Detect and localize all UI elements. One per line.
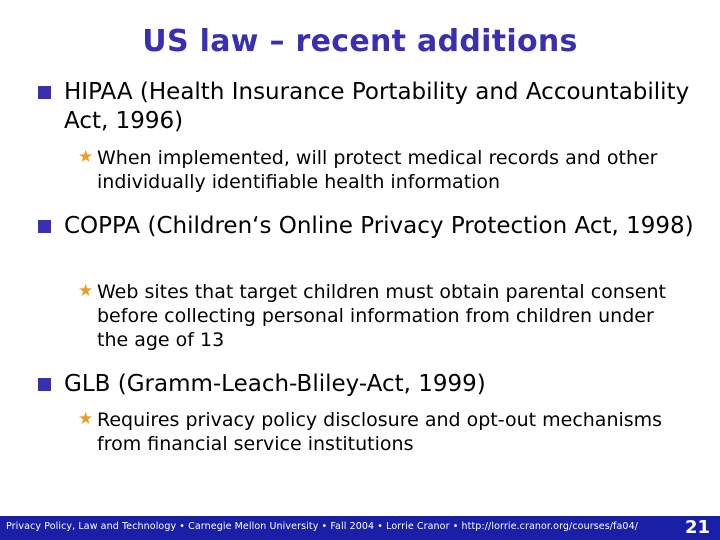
bullet-glb [38, 370, 698, 399]
page-number: 21 [684, 517, 710, 538]
subbullet-glb [78, 408, 688, 456]
subbullet-text: Web sites that target children must obtain parental consent before collecting personal information from children under the age of 13 [97, 281, 666, 351]
subbullet-text: Requires privacy policy disclosure and opt-out mechanisms from financial service institutions [97, 409, 663, 455]
footer-bar [0, 516, 720, 540]
star-bullet-icon: ★ [78, 409, 94, 429]
bullet-text: COPPA (Children‘s Online Privacy Protection Act, 1998) [64, 213, 694, 239]
square-bullet-icon [38, 220, 51, 233]
subbullet-text: When implemented, will protect medical records and other individually identifiable health information [97, 147, 658, 193]
bullet-text: HIPAA (Health Insurance Portability and Accountability Act, 1996) [64, 79, 690, 134]
bullet-text: GLB (Gramm-Leach-Bliley-Act, 1999) [64, 371, 486, 397]
square-bullet-icon [38, 86, 51, 99]
subbullet-hipaa [78, 146, 688, 194]
slide-title: US law – recent additions [142, 24, 578, 59]
footer-text: Privacy Policy, Law and Technology • Carnegie Mellon University • Fall 2004 • Lorrie Cranor • http://lorrie.cranor.org/courses/fa04/ [6, 521, 639, 532]
star-bullet-icon: ★ [78, 281, 94, 301]
square-bullet-icon [38, 378, 51, 391]
bullet-hipaa [38, 78, 698, 136]
star-bullet-icon: ★ [78, 147, 94, 167]
bullet-coppa [38, 212, 698, 241]
subbullet-coppa [78, 280, 688, 352]
